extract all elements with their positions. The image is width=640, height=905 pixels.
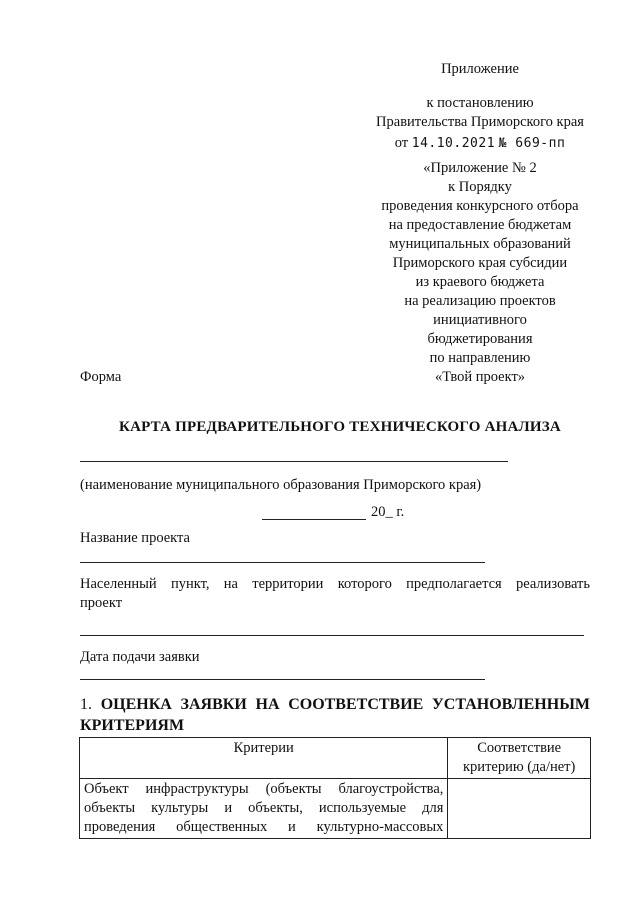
appendix-2-line: муниципальных образований bbox=[389, 236, 571, 252]
section-1-title: ОЦЕНКА ЗАЯВКИ НА СООТВЕТСТВИЕ УСТАНОВЛЕННЫМ bbox=[100, 696, 590, 713]
criteria-header bbox=[80, 738, 448, 779]
compliance-header-label: критерию (да/нет) bbox=[463, 759, 576, 775]
year-text: 20_ г. bbox=[371, 504, 405, 520]
section-1-number: 1. bbox=[80, 696, 92, 713]
resolution-line: к постановлению bbox=[426, 95, 534, 111]
submission-date-label: Дата подачи заявки bbox=[80, 649, 200, 665]
criteria-cell bbox=[80, 779, 448, 839]
appendix-2-line: «Приложение № 2 bbox=[423, 160, 537, 176]
compliance-cell[interactable] bbox=[448, 779, 591, 839]
criteria-text-line: проведения общественных и культурно-массовых bbox=[84, 819, 444, 835]
resolution-number: № 669-пп bbox=[498, 136, 566, 151]
appendix-2-line: из краевого бюджета bbox=[415, 274, 545, 290]
appendix-2-line: на предоставление бюджетам bbox=[388, 217, 572, 233]
criteria-table bbox=[79, 737, 591, 839]
submission-date-line[interactable] bbox=[80, 679, 485, 680]
project-name-label: Название проекта bbox=[80, 530, 190, 546]
criteria-text-line: объекты культуры и объекты, используемые для bbox=[84, 800, 444, 816]
date-blank-line[interactable] bbox=[262, 519, 366, 520]
resolution-reference bbox=[360, 94, 600, 153]
criteria-text-line: Объект инфраструктуры (объекты благоустройства, bbox=[84, 781, 444, 797]
appendix-2-line: бюджетирования bbox=[427, 331, 533, 347]
table-header-row bbox=[80, 738, 591, 779]
appendix-2-line: к Порядку bbox=[448, 179, 512, 195]
form-label: Форма bbox=[80, 369, 122, 385]
municipality-caption: (наименование муниципального образования Приморского края) bbox=[80, 477, 482, 493]
settlement-label-line: Населенный пункт, на территории которого предполагается реализовать bbox=[80, 576, 590, 592]
criteria-header-label: Критерии bbox=[233, 740, 294, 756]
appendix-header bbox=[360, 60, 600, 79]
compliance-header bbox=[448, 738, 591, 779]
compliance-header-label: Соответствие bbox=[477, 740, 562, 756]
date-prefix: от bbox=[394, 135, 409, 151]
settlement-label bbox=[80, 575, 590, 613]
appendix-2-line: на реализацию проектов bbox=[404, 293, 556, 309]
date-line bbox=[360, 134, 600, 153]
government-line: Правительства Приморского края bbox=[376, 114, 584, 130]
appendix-2-line: Приморского края субсидии bbox=[392, 255, 568, 271]
appendix-2-block bbox=[360, 159, 600, 387]
section-1-title-line: КРИТЕРИЯМ bbox=[80, 717, 185, 734]
appendix-label: Приложение bbox=[441, 61, 519, 77]
appendix-2-line: проведения конкурсного отбора bbox=[381, 198, 579, 214]
document-title: КАРТА ПРЕДВАРИТЕЛЬНОГО ТЕХНИЧЕСКОГО АНАЛИЗА bbox=[119, 419, 561, 435]
section-1-title-line bbox=[80, 694, 590, 715]
project-name-line[interactable] bbox=[80, 562, 485, 563]
appendix-2-line: инициативного bbox=[433, 312, 527, 328]
settlement-label-line: проект bbox=[80, 595, 123, 611]
section-1-heading bbox=[80, 694, 590, 736]
appendix-2-line: по направлению bbox=[429, 350, 531, 366]
appendix-2-line: «Твой проект» bbox=[434, 369, 526, 385]
municipality-name-line[interactable] bbox=[80, 461, 508, 462]
settlement-line[interactable] bbox=[80, 635, 584, 636]
resolution-date: 14.10.2021 bbox=[411, 136, 496, 151]
table-row bbox=[80, 779, 591, 839]
